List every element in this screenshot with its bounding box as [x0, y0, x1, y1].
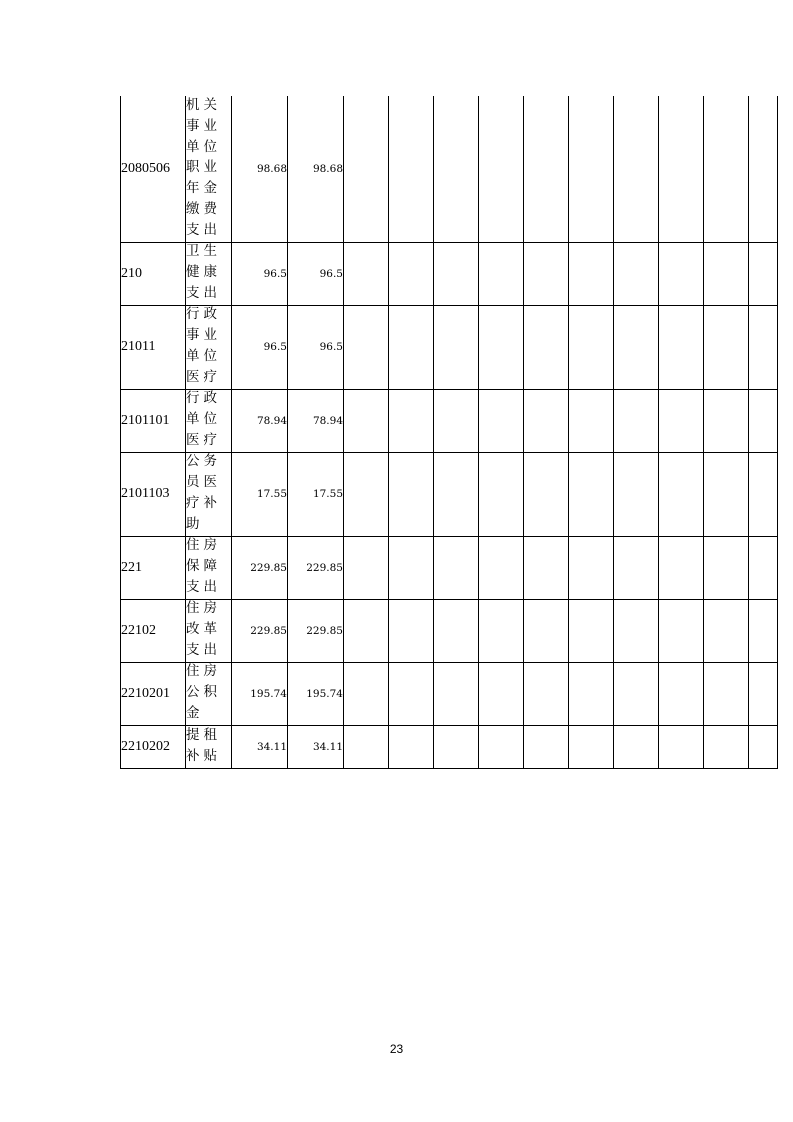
row-name [186, 242, 232, 305]
empty-cell [704, 305, 749, 389]
row-basic: 34.11 [288, 725, 344, 768]
empty-cell [479, 242, 524, 305]
page-number: 23 [389, 1042, 404, 1056]
row-basic: 17.55 [288, 452, 344, 536]
row-total: 78.94 [232, 389, 288, 452]
empty-cell [749, 725, 778, 768]
row-total: 17.55 [232, 452, 288, 536]
table-row [121, 599, 778, 662]
row-total: 34.11 [232, 725, 288, 768]
empty-cell [434, 536, 479, 599]
row-name-text: 住房 改革 支出 [186, 600, 221, 658]
empty-cell [344, 96, 389, 242]
empty-cell [389, 96, 434, 242]
empty-cell [704, 536, 749, 599]
table-row [121, 96, 778, 242]
empty-cell [479, 536, 524, 599]
empty-cell [344, 305, 389, 389]
row-code: 21011 [121, 305, 186, 389]
empty-cell [704, 662, 749, 725]
empty-cell [434, 96, 479, 242]
row-name-text: 住房 公积 金 [186, 663, 221, 721]
row-name-text: 提租 补贴 [186, 726, 221, 764]
empty-cell [614, 452, 659, 536]
empty-cell [569, 725, 614, 768]
empty-cell [659, 389, 704, 452]
empty-cell [614, 662, 659, 725]
empty-cell [569, 662, 614, 725]
empty-cell [344, 725, 389, 768]
empty-cell [389, 725, 434, 768]
empty-cell [434, 389, 479, 452]
empty-cell [479, 305, 524, 389]
row-name-text: 公务 员医 疗补 助 [186, 453, 221, 532]
empty-cell [749, 662, 778, 725]
row-name [186, 599, 232, 662]
row-name [186, 389, 232, 452]
empty-cell [524, 452, 569, 536]
row-code: 2101101 [121, 389, 186, 452]
row-name-text: 卫生 健康 支出 [186, 243, 221, 301]
empty-cell [524, 305, 569, 389]
empty-cell [389, 599, 434, 662]
empty-cell [569, 536, 614, 599]
table-row [121, 389, 778, 452]
empty-cell [749, 389, 778, 452]
empty-cell [569, 242, 614, 305]
empty-cell [389, 662, 434, 725]
empty-cell [659, 242, 704, 305]
empty-cell [434, 242, 479, 305]
row-name-text: 行政 事业 单位 医疗 [186, 306, 221, 385]
empty-cell [524, 389, 569, 452]
empty-cell [344, 662, 389, 725]
empty-cell [749, 536, 778, 599]
empty-cell [389, 305, 434, 389]
empty-cell [344, 452, 389, 536]
row-code: 210 [121, 242, 186, 305]
empty-cell [659, 599, 704, 662]
empty-cell [659, 725, 704, 768]
empty-cell [614, 536, 659, 599]
row-total: 195.74 [232, 662, 288, 725]
empty-cell [434, 599, 479, 662]
empty-cell [344, 242, 389, 305]
empty-cell [749, 305, 778, 389]
row-name [186, 305, 232, 389]
empty-cell [569, 305, 614, 389]
row-basic: 98.68 [288, 96, 344, 242]
empty-cell [659, 662, 704, 725]
empty-cell [749, 96, 778, 242]
row-name-text: 住房 保障 支出 [186, 537, 221, 595]
empty-cell [344, 389, 389, 452]
empty-cell [344, 536, 389, 599]
empty-cell [479, 389, 524, 452]
row-basic: 195.74 [288, 662, 344, 725]
empty-cell [614, 389, 659, 452]
empty-cell [524, 242, 569, 305]
empty-cell [434, 662, 479, 725]
empty-cell [479, 452, 524, 536]
row-code: 2101103 [121, 452, 186, 536]
empty-cell [614, 599, 659, 662]
empty-cell [704, 96, 749, 242]
row-name [186, 662, 232, 725]
empty-cell [524, 725, 569, 768]
row-code: 221 [121, 536, 186, 599]
empty-cell [569, 389, 614, 452]
empty-cell [479, 662, 524, 725]
row-code: 2080506 [121, 96, 186, 242]
empty-cell [389, 389, 434, 452]
row-total: 98.68 [232, 96, 288, 242]
row-code: 22102 [121, 599, 186, 662]
empty-cell [659, 452, 704, 536]
table-row [121, 242, 778, 305]
table-row [121, 662, 778, 725]
empty-cell [659, 96, 704, 242]
empty-cell [524, 536, 569, 599]
empty-cell [614, 725, 659, 768]
row-code: 2210202 [121, 725, 186, 768]
empty-cell [389, 536, 434, 599]
empty-cell [569, 452, 614, 536]
empty-cell [749, 452, 778, 536]
row-code: 2210201 [121, 662, 186, 725]
row-name [186, 452, 232, 536]
table-row [121, 452, 778, 536]
empty-cell [389, 452, 434, 536]
empty-cell [434, 452, 479, 536]
empty-cell [344, 599, 389, 662]
budget-table [120, 96, 778, 769]
row-total: 229.85 [232, 599, 288, 662]
empty-cell [389, 242, 434, 305]
empty-cell [524, 599, 569, 662]
table-row [121, 536, 778, 599]
empty-cell [749, 242, 778, 305]
empty-cell [704, 599, 749, 662]
row-basic: 229.85 [288, 599, 344, 662]
row-basic: 229.85 [288, 536, 344, 599]
row-name-text: 行政 单位 医疗 [186, 390, 221, 448]
empty-cell [614, 305, 659, 389]
empty-cell [569, 599, 614, 662]
row-total: 96.5 [232, 305, 288, 389]
row-name-text: 机关 事业 单位 职业 年金 缴费 支出 [186, 96, 221, 238]
row-basic: 78.94 [288, 389, 344, 452]
row-name [186, 536, 232, 599]
empty-cell [659, 536, 704, 599]
row-total: 96.5 [232, 242, 288, 305]
empty-cell [659, 305, 704, 389]
empty-cell [479, 725, 524, 768]
row-basic: 96.5 [288, 305, 344, 389]
row-name [186, 96, 232, 242]
empty-cell [704, 725, 749, 768]
row-basic: 96.5 [288, 242, 344, 305]
empty-cell [434, 725, 479, 768]
empty-cell [524, 662, 569, 725]
table-row [121, 305, 778, 389]
empty-cell [749, 599, 778, 662]
row-total: 229.85 [232, 536, 288, 599]
empty-cell [704, 242, 749, 305]
empty-cell [479, 599, 524, 662]
table-row [121, 725, 778, 768]
empty-cell [614, 242, 659, 305]
empty-cell [569, 96, 614, 242]
empty-cell [704, 452, 749, 536]
row-name [186, 725, 232, 768]
empty-cell [704, 389, 749, 452]
empty-cell [434, 305, 479, 389]
empty-cell [614, 96, 659, 242]
empty-cell [524, 96, 569, 242]
empty-cell [479, 96, 524, 242]
